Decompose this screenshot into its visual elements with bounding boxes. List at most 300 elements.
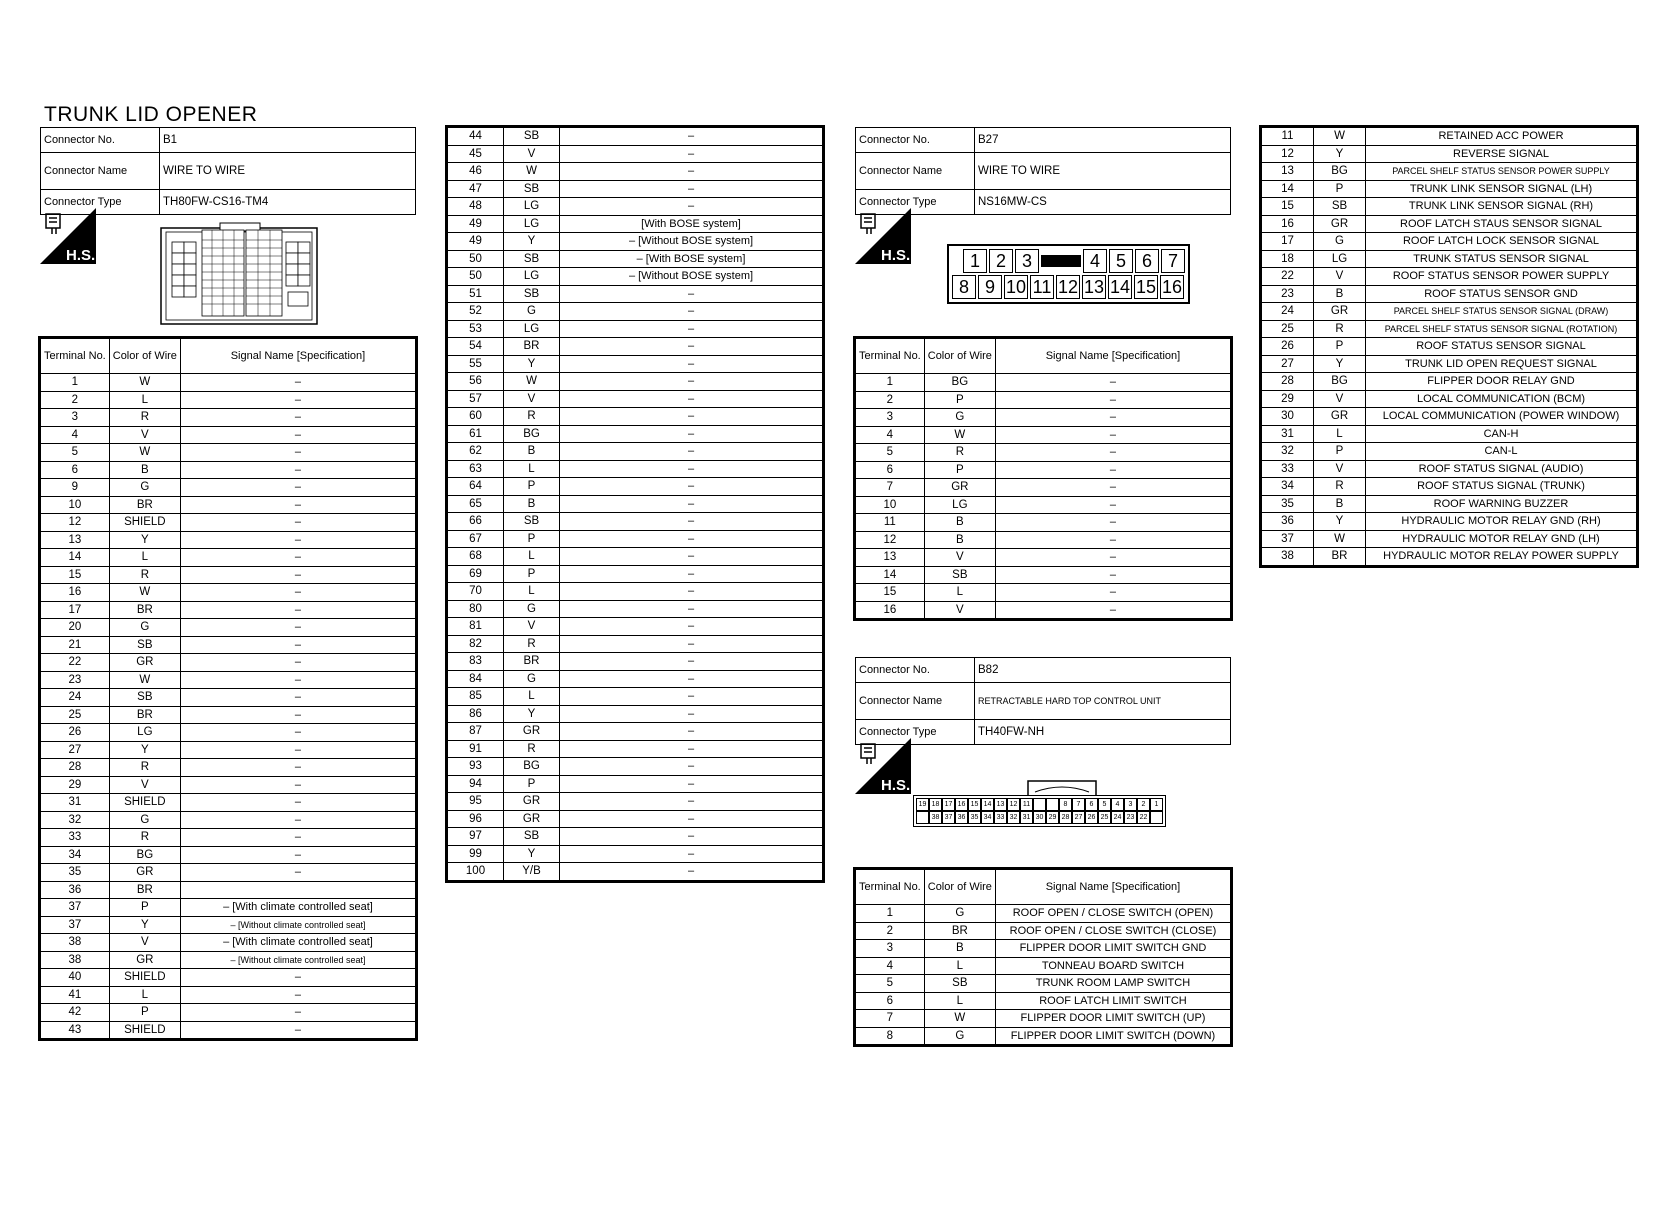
table-row: [448, 338, 823, 356]
wire-color-cell: W: [924, 1010, 995, 1028]
table-row: [448, 198, 823, 216]
connector-pin: 30: [1033, 811, 1046, 824]
wire-color-cell: SB: [1314, 198, 1366, 216]
connector-pin: 34: [981, 811, 994, 824]
table-row: [1262, 548, 1637, 566]
signal-name-cell: –: [560, 810, 823, 828]
table-row: [856, 514, 1231, 532]
terminal-no-cell: 5: [856, 444, 925, 462]
terminal-no-cell: 83: [448, 653, 504, 671]
b27-connector-diagram: [947, 244, 1190, 304]
connector-name-label: Connector Name: [856, 153, 975, 190]
table-row: [448, 373, 823, 391]
signal-name-cell: –: [180, 601, 415, 619]
terminal-no-cell: 40: [41, 969, 110, 987]
terminal-no-cell: 34: [1262, 478, 1314, 496]
wire-color-cell: SB: [924, 566, 995, 584]
signal-name-cell: –: [560, 635, 823, 653]
wire-color-cell: B: [1314, 285, 1366, 303]
b1-terminal-table-continued: [447, 127, 823, 881]
signal-name-cell: –: [560, 740, 823, 758]
table-row: [448, 688, 823, 706]
table-row: [448, 443, 823, 461]
table-row: [41, 811, 416, 829]
table-row: [448, 863, 823, 881]
signal-name-cell: –: [560, 495, 823, 513]
signal-name-cell: –: [560, 128, 823, 146]
table-row: [448, 303, 823, 321]
connector-pin: 27: [1072, 811, 1085, 824]
terminal-no-cell: 35: [41, 864, 110, 882]
wire-color-cell: R: [109, 566, 180, 584]
wire-color-cell: Y: [109, 741, 180, 759]
wire-color-cell: Y: [504, 233, 560, 251]
connector-pin: 36: [955, 811, 968, 824]
table-row: [448, 285, 823, 303]
table-row: [448, 810, 823, 828]
signal-name-cell: –: [180, 671, 415, 689]
terminal-no-cell: 2: [41, 391, 110, 409]
terminal-no-cell: 33: [1262, 460, 1314, 478]
table-row: [856, 584, 1231, 602]
signal-name-cell: –: [180, 1021, 415, 1039]
wire-color-cell: Y: [504, 355, 560, 373]
wire-color-cell: GR: [109, 951, 180, 969]
table-row: [41, 916, 416, 934]
table-row: [41, 531, 416, 549]
connector-pin: 28: [1059, 811, 1072, 824]
wire-color-cell: V: [1314, 460, 1366, 478]
table-row: [41, 636, 416, 654]
signal-name-cell: –: [560, 565, 823, 583]
table-row: [41, 409, 416, 427]
terminal-no-cell: 9: [41, 479, 110, 497]
terminal-no-cell: 93: [448, 758, 504, 776]
connector-pin: 11: [1030, 275, 1054, 299]
terminal-no-cell: 47: [448, 180, 504, 198]
wire-color-cell: P: [1314, 338, 1366, 356]
terminal-no-cell: 62: [448, 443, 504, 461]
terminal-no-cell: 11: [856, 514, 925, 532]
connector-pin: 8: [1059, 798, 1072, 811]
terminal-no-cell: 53: [448, 320, 504, 338]
terminal-no-cell: 23: [41, 671, 110, 689]
table-row: [856, 391, 1231, 409]
terminal-no-header: Terminal No.: [41, 339, 110, 374]
terminal-no-cell: 17: [1262, 233, 1314, 251]
terminal-no-cell: 31: [41, 794, 110, 812]
signal-name-cell: [180, 881, 415, 899]
terminal-no-header: Terminal No.: [856, 339, 925, 374]
wire-color-cell: LG: [504, 320, 560, 338]
table-row: [41, 374, 416, 392]
table-row: [41, 479, 416, 497]
table-row: [41, 496, 416, 514]
terminal-no-header: Terminal No.: [856, 870, 925, 905]
terminal-no-cell: 37: [41, 899, 110, 917]
connector-pin: [916, 811, 929, 824]
terminal-no-cell: 82: [448, 635, 504, 653]
terminal-no-cell: 25: [1262, 320, 1314, 338]
terminal-no-cell: 30: [1262, 408, 1314, 426]
table-row: [1262, 128, 1637, 146]
svg-text:H.S.: H.S.: [881, 777, 911, 794]
terminal-no-cell: 26: [1262, 338, 1314, 356]
wire-color-cell: G: [109, 619, 180, 637]
terminal-no-cell: 43: [41, 1021, 110, 1039]
table-row: [41, 794, 416, 812]
wire-color-cell: SHIELD: [109, 969, 180, 987]
wire-color-cell: L: [504, 583, 560, 601]
table-row: [448, 618, 823, 636]
connector-pin: 25: [1098, 811, 1111, 824]
wire-color-cell: GR: [504, 723, 560, 741]
wire-color-cell: BR: [109, 601, 180, 619]
connector-pin: [1046, 798, 1059, 811]
table-row: [448, 250, 823, 268]
table-row: [41, 776, 416, 794]
table-row: [856, 444, 1231, 462]
signal-name-cell: –: [995, 409, 1230, 427]
terminal-no-cell: 49: [448, 233, 504, 251]
table-row: [856, 975, 1231, 993]
table-row: [1262, 250, 1637, 268]
wire-color-cell: LG: [504, 215, 560, 233]
connector-no-label: Connector No.: [41, 128, 160, 153]
table-row: [856, 461, 1231, 479]
connector-pin: [1033, 798, 1046, 811]
b27-info-table: [855, 127, 1231, 215]
wire-color-cell: R: [504, 408, 560, 426]
signal-name-cell: –: [560, 688, 823, 706]
wire-color-cell: SB: [504, 128, 560, 146]
wire-color-cell: W: [109, 374, 180, 392]
table-row: [1262, 460, 1637, 478]
table-row: [41, 514, 416, 532]
wire-color-cell: G: [924, 409, 995, 427]
signal-name-cell: TRUNK ROOM LAMP SWITCH: [995, 975, 1230, 993]
b82-terminal-table: [855, 869, 1231, 1045]
wire-color-cell: V: [1314, 390, 1366, 408]
connector-pin: 26: [1085, 811, 1098, 824]
signal-name-cell: –: [180, 514, 415, 532]
signal-name-cell: –: [560, 180, 823, 198]
wire-color-cell: G: [504, 600, 560, 618]
wire-color-cell: GR: [924, 479, 995, 497]
wire-color-cell: W: [504, 163, 560, 181]
wire-color-cell: R: [109, 409, 180, 427]
signal-name-cell: –: [560, 600, 823, 618]
table-row: [448, 215, 823, 233]
connector-pin: 8: [952, 275, 976, 299]
terminal-no-cell: 68: [448, 548, 504, 566]
terminal-no-cell: 5: [41, 444, 110, 462]
terminal-no-cell: 10: [41, 496, 110, 514]
signal-name-cell: –: [180, 846, 415, 864]
wire-color-cell: V: [109, 776, 180, 794]
signal-name-cell: TRUNK LINK SENSOR SIGNAL (RH): [1366, 198, 1637, 216]
terminal-no-cell: 96: [448, 810, 504, 828]
table-row: [41, 741, 416, 759]
table-row: [1262, 443, 1637, 461]
table-row: [1262, 513, 1637, 531]
wire-color-cell: L: [504, 460, 560, 478]
table-row: [41, 934, 416, 952]
wire-color-cell: BR: [504, 653, 560, 671]
wire-color-cell: W: [109, 584, 180, 602]
terminal-no-cell: 45: [448, 145, 504, 163]
terminal-no-cell: 28: [1262, 373, 1314, 391]
signal-name-cell: –: [180, 986, 415, 1004]
signal-name-cell: –: [560, 460, 823, 478]
wire-color-cell: GR: [109, 654, 180, 672]
terminal-no-cell: 6: [856, 461, 925, 479]
signal-name-cell: –: [560, 705, 823, 723]
wire-color-cell: L: [924, 992, 995, 1010]
connector-pin: 14: [1109, 277, 1131, 297]
wire-color-cell: V: [109, 426, 180, 444]
wire-color-cell: BR: [109, 881, 180, 899]
connector-pin: 10: [1005, 277, 1027, 297]
signal-name-cell: –: [995, 531, 1230, 549]
wire-color-cell: R: [109, 759, 180, 777]
terminal-no-cell: 23: [1262, 285, 1314, 303]
wire-color-cell: SHIELD: [109, 794, 180, 812]
table-row: [448, 723, 823, 741]
signal-name-cell: –: [995, 426, 1230, 444]
signal-name-cell: –: [560, 670, 823, 688]
signal-name-cell: –: [180, 724, 415, 742]
signal-name-cell: –: [560, 443, 823, 461]
wire-color-cell: BR: [109, 706, 180, 724]
signal-name-cell: –: [560, 285, 823, 303]
connector-pin: 12: [1057, 277, 1079, 297]
terminal-no-cell: 50: [448, 268, 504, 286]
signal-name-cell: TRUNK LID OPEN REQUEST SIGNAL: [1366, 355, 1637, 373]
wire-color-cell: GR: [504, 793, 560, 811]
connector-no-label: Connector No.: [856, 658, 975, 683]
connector-no-label: Connector No.: [856, 128, 975, 153]
connector-pin: 13: [994, 798, 1007, 811]
wire-color-cell: G: [109, 811, 180, 829]
b1-connector-type: TH80FW-CS16-TM4: [160, 190, 416, 215]
terminal-no-cell: 27: [41, 741, 110, 759]
connector-pin: 1: [963, 249, 987, 273]
connector-pin: 5: [1098, 798, 1111, 811]
wire-color-cell: BG: [109, 846, 180, 864]
terminal-no-cell: 38: [41, 951, 110, 969]
wire-color-cell: GR: [504, 810, 560, 828]
connector-pin: 7: [1161, 249, 1185, 273]
terminal-no-cell: 1: [856, 374, 925, 392]
wire-color-cell: L: [109, 391, 180, 409]
wire-color-cell: B: [504, 495, 560, 513]
terminal-no-cell: 81: [448, 618, 504, 636]
signal-name-cell: –: [995, 391, 1230, 409]
signal-name-cell: REVERSE SIGNAL: [1366, 145, 1637, 163]
signal-name-cell: –: [995, 479, 1230, 497]
terminal-no-cell: 12: [1262, 145, 1314, 163]
signal-name-cell: –: [180, 496, 415, 514]
terminal-no-cell: 36: [41, 881, 110, 899]
signal-name-cell: –: [180, 829, 415, 847]
table-row: [1262, 198, 1637, 216]
b82-connector-type: TH40FW-NH: [975, 720, 1231, 745]
connector-pin: 37: [942, 811, 955, 824]
terminal-no-cell: 31: [1262, 425, 1314, 443]
table-row: [448, 583, 823, 601]
signal-name-cell: –: [180, 969, 415, 987]
table-row: [448, 565, 823, 583]
table-row: [448, 128, 823, 146]
signal-name-cell: –: [560, 548, 823, 566]
signal-name-cell: –: [560, 425, 823, 443]
terminal-no-cell: 14: [1262, 180, 1314, 198]
terminal-no-cell: 52: [448, 303, 504, 321]
wire-color-cell: G: [504, 670, 560, 688]
terminal-no-cell: 37: [1262, 530, 1314, 548]
color-of-wire-header: Color of Wire: [109, 339, 180, 374]
b27-terminal-table: [855, 338, 1231, 619]
table-row: [41, 549, 416, 567]
connector-pin: 23: [1124, 811, 1137, 824]
terminal-no-cell: 32: [41, 811, 110, 829]
wire-color-cell: B: [504, 443, 560, 461]
terminal-no-cell: 13: [41, 531, 110, 549]
terminal-no-cell: 48: [448, 198, 504, 216]
terminal-no-cell: 100: [448, 863, 504, 881]
signal-name-cell: –: [180, 619, 415, 637]
table-row: [448, 180, 823, 198]
signal-name-cell: ROOF LATCH LOCK SENSOR SIGNAL: [1366, 233, 1637, 251]
table-row: [41, 391, 416, 409]
table-row: [448, 670, 823, 688]
table-row: [41, 969, 416, 987]
signal-name-cell: [With BOSE system]: [560, 215, 823, 233]
terminal-no-cell: 70: [448, 583, 504, 601]
terminal-no-cell: 64: [448, 478, 504, 496]
terminal-no-cell: 13: [856, 549, 925, 567]
terminal-no-cell: 44: [448, 128, 504, 146]
signal-name-cell: – [With BOSE system]: [560, 250, 823, 268]
table-row: [856, 1027, 1231, 1045]
signal-name-cell: –: [180, 426, 415, 444]
wire-color-cell: R: [504, 635, 560, 653]
connector-pin: 2: [1137, 798, 1150, 811]
wire-color-cell: BR: [504, 338, 560, 356]
table-row: [856, 601, 1231, 619]
table-row: [448, 635, 823, 653]
connector-pin: 6: [1135, 249, 1159, 273]
table-row: [448, 845, 823, 863]
table-row: [448, 478, 823, 496]
harness-side-icon: [40, 208, 96, 264]
signal-name-cell: HYDRAULIC MOTOR RELAY POWER SUPPLY: [1366, 548, 1637, 566]
wire-color-cell: B: [109, 461, 180, 479]
wire-color-cell: P: [504, 565, 560, 583]
connector-pin: 18: [929, 798, 942, 811]
wire-color-cell: SB: [924, 975, 995, 993]
wire-color-cell: P: [504, 478, 560, 496]
signal-name-cell: –: [560, 355, 823, 373]
terminal-no-cell: 29: [1262, 390, 1314, 408]
signal-name-cell: –: [995, 496, 1230, 514]
table-row: [1262, 145, 1637, 163]
terminal-no-cell: 63: [448, 460, 504, 478]
terminal-no-cell: 13: [1262, 163, 1314, 181]
b27-connector-name: WIRE TO WIRE: [975, 153, 1231, 190]
wire-color-cell: R: [504, 740, 560, 758]
signal-name-cell: –: [180, 409, 415, 427]
signal-name-cell: –: [180, 741, 415, 759]
wire-color-cell: SB: [504, 180, 560, 198]
terminal-no-cell: 18: [1262, 250, 1314, 268]
signal-name-cell: –: [560, 390, 823, 408]
terminal-no-cell: 56: [448, 373, 504, 391]
signal-name-cell: – [Without BOSE system]: [560, 268, 823, 286]
table-row: [41, 881, 416, 899]
table-row: [448, 145, 823, 163]
signal-name-cell: ROOF STATUS SENSOR GND: [1366, 285, 1637, 303]
b1-info-table: [40, 127, 416, 215]
wire-color-cell: SHIELD: [109, 1021, 180, 1039]
connector-pin: 4: [1083, 249, 1107, 273]
terminal-no-cell: 66: [448, 513, 504, 531]
terminal-no-cell: 41: [41, 986, 110, 1004]
signal-name-cell: – [Without climate controlled seat]: [180, 951, 415, 969]
terminal-no-cell: 67: [448, 530, 504, 548]
signal-name-cell: ROOF STATUS SENSOR SIGNAL: [1366, 338, 1637, 356]
b82-info-table: [855, 657, 1231, 745]
table-row: [448, 600, 823, 618]
signal-name-cell: –: [180, 461, 415, 479]
signal-name-cell: –: [560, 198, 823, 216]
wire-color-cell: G: [109, 479, 180, 497]
terminal-no-cell: 6: [856, 992, 925, 1010]
signal-name-cell: ROOF OPEN / CLOSE SWITCH (CLOSE): [995, 922, 1230, 940]
signal-name-cell: –: [180, 374, 415, 392]
terminal-no-cell: 4: [856, 957, 925, 975]
terminal-no-cell: 2: [856, 391, 925, 409]
connector-pin: 12: [1007, 798, 1020, 811]
terminal-no-cell: 1: [41, 374, 110, 392]
connector-pin: 9: [978, 275, 1002, 299]
table-row: [856, 905, 1231, 923]
terminal-no-cell: 51: [448, 285, 504, 303]
table-row: [41, 864, 416, 882]
terminal-no-cell: 85: [448, 688, 504, 706]
wire-color-cell: Y: [1314, 513, 1366, 531]
signal-name-cell: HYDRAULIC MOTOR RELAY GND (LH): [1366, 530, 1637, 548]
terminal-no-cell: 16: [41, 584, 110, 602]
connector-pin: 15: [1135, 277, 1157, 297]
table-row: [856, 940, 1231, 958]
signal-name-cell: TRUNK LINK SENSOR SIGNAL (LH): [1366, 180, 1637, 198]
connector-pin: 32: [1007, 811, 1020, 824]
connector-pin: 7: [1072, 798, 1085, 811]
signal-name-cell: –: [180, 759, 415, 777]
terminal-no-cell: 55: [448, 355, 504, 373]
table-row: [41, 1021, 416, 1039]
wire-color-cell: V: [924, 601, 995, 619]
terminal-no-cell: 25: [41, 706, 110, 724]
b82-connector-name: RETRACTABLE HARD TOP CONTROL UNIT: [975, 683, 1231, 720]
table-row: [448, 390, 823, 408]
wire-color-cell: P: [1314, 180, 1366, 198]
b1-connector-name: WIRE TO WIRE: [160, 153, 416, 190]
wire-color-cell: G: [504, 303, 560, 321]
wire-color-cell: L: [109, 986, 180, 1004]
